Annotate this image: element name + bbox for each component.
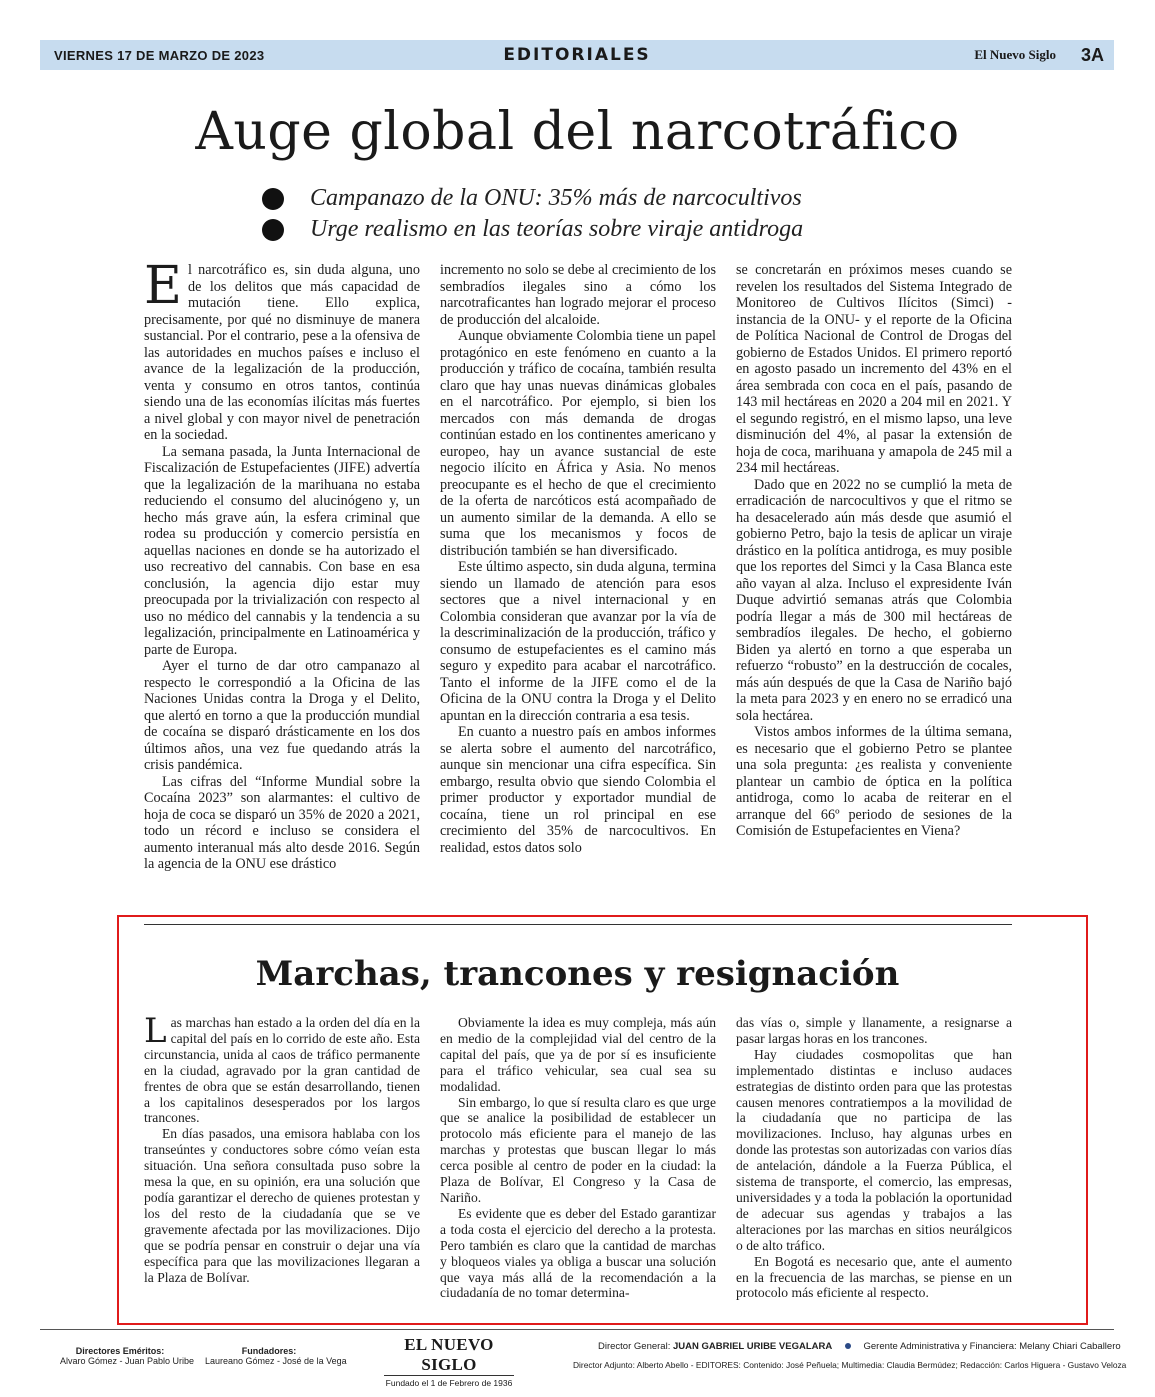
bullet-icon [262, 188, 284, 210]
editorial2-column-2 [440, 1015, 716, 1301]
director-general-label: Director General: [598, 1341, 671, 1352]
paragraph: El narcotráfico es, sin duda alguna, uno de los delitos que más capacidad de mutación tiene. Ello explica, precisamente, por qué no disminuye de manera sustancial. Por el contrario, pese a la ofensiva de las autoridades en muchos países e incluso el avance de la legalización de la producción, venta y consumo en otros tantos, continúa siendo una de las economías ilícitas más fuertes a nivel global y con mayor nivel de penetración en la sociedad. [144, 256, 420, 443]
editorial-subtitles [262, 183, 962, 245]
dropcap: L [144, 1011, 167, 1051]
logo-text: EL NUEVO SIGLO [384, 1335, 514, 1376]
footer-divider [40, 1329, 1114, 1330]
director-general-name: JUAN GABRIEL URIBE VEGALARA [672, 1341, 833, 1352]
paragraph: La semana pasada, la Junta Internacional de Fiscalización de Estupefacientes (JIFE) advertía que la legalización de la marihuana no estaba reduciendo el consumo del alucinógeno y, un hecho más grave aún, la esfera criminal que rodea su producción y comercio persistía en aquellas naciones en donde se ha autorizado el uso recreativo del cannabis. Con base en esa conclusión, la agencia dijo estar muy preocupada por la trivialización con respecto al uso no médico del cannabis y la tendencia a su legalización, principalmente en Latinoamérica y parte de Europa. [144, 443, 420, 658]
manager-label: Gerente Administrativa y Financiera: [863, 1341, 1017, 1352]
paragraph: Ayer el turno de dar otro campanazo al respecto le correspondió a la Oficina de las Naciones Unidas contra la Droga y el Delito, que alertó en torno a que la producción mundial de cocaína se disparó drásticamente en los dos últimos años, una vez fue quedando atrás la crisis pandémica. [144, 658, 420, 773]
editorial-title: Marchas, trancones y resignación [255, 954, 900, 994]
section-title: EDITORIALES [503, 45, 651, 65]
paragraph: incremento no solo se debe al crecimiento de los sembradíos ilegales sino a cómo los narcotraficantes han logrado mejorar el proceso de producción del alcaloide. [440, 262, 716, 328]
subtitle-text: Urge realismo en las teorías sobre viraje antidroga [310, 216, 804, 242]
subtitle-line [262, 214, 962, 245]
separator-dot [845, 1343, 851, 1349]
subtitle-line [262, 183, 962, 214]
editorial2-column-3 [736, 1015, 1012, 1301]
subtitle-text: Campanazo de la ONU: 35% más de narcocultivos [310, 185, 802, 211]
staff-line: Director Adjunto: Alberto Abello - EDITORES: Contenido: José Peñuela; Multimedia: Claudia Bermúdez; Redacción: Carlos Higuera - Gustavo Veloza [573, 1360, 1127, 1370]
page-number: 3A [1080, 44, 1104, 65]
masthead-logo [384, 1335, 514, 1388]
director-general-line [598, 1341, 1121, 1352]
editorial-title: Auge global del narcotráfico [195, 102, 960, 162]
emeritus-directors [60, 1346, 195, 1366]
paragraph: Obviamente la idea es muy compleja, más aún en medio de la complejidad vial del centro de la capital del país, que ya de por sí es insuficiente para el tráfico vehicular, sea cual sea su modalidad. [440, 1015, 716, 1094]
paper-name: El Nuevo Siglo [974, 47, 1056, 62]
editorial1-column-2 [440, 262, 716, 856]
paragraph: Aunque obviamente Colombia tiene un papel protagónico en este fenómeno en cuanto a la producción y tráfico de cocaína, también resulta claro que hay unas nuevas dinámicas globales en el narcotráfico. Por ejemplo, si bien los mercados con más demanda de drogas continúan estado en los continentes americano y europeo, hay un avance sustancial de este negocio ilícito en África y Asia. No menos preocupante es el hecho de que el crecimiento de la oferta de narcóticos está acompañado de un aumento similar de la demanda. A ello se suma que los mecanismos y focos de distribución también se han diversificado. [440, 328, 716, 559]
paragraph: Es evidente que es deber del Estado garantizar a toda costa el ejercicio del derecho a la protesta. Pero también es claro que la cantidad de marchas y bloqueos viales ya obliga a buscar una solución que vaya más allá de la recomendación a la ciudadanía de no tomar determina- [440, 1205, 716, 1301]
founders-label: Fundadores: [241, 1346, 297, 1356]
emeritus-directors-label: Directores Eméritos: [75, 1346, 165, 1356]
paragraph: Hay ciudades cosmopolitas que han implementado distintas e incluso audaces estrategias de distinto orden para que las protestas causen menores contratiempos a la movilidad de la ciudadanía que no participa de las movilizaciones. Incluso, hay algunas urbes en donde las protestas son autorizadas con varios días de antelación, dándole a la Fuerza Pública, el sistema de transporte, el comercio, las empresas, universidades y a toda la población la oportunidad de adecuar sus agendas y trabajos a las alteraciones por las marchas en sitios neurálgicos o de alto tráfico. [736, 1046, 1012, 1253]
page-header [40, 40, 1114, 70]
editorial1-column-3 [736, 262, 1012, 840]
paragraph: Las cifras del “Informe Mundial sobre la Cocaína 2023” son alarmantes: el cultivo de hoja de coca se disparó un 35% de 2020 a 2021, todo un récord e incluso se considera el aumento interanual más alto desde 2016. Según la agencia de la ONU ese drástico [144, 773, 420, 872]
bullet-icon [262, 219, 284, 241]
paragraph: En días pasados, una emisora hablaba con los transeúntes y conductores sobre cómo veían esta situación. Una señora consultada puso sobre la mesa la que, en su opinión, era una solución que podía garantizar el derecho de quienes protestan y los del resto de la ciudadanía que se ve gravemente afectada por las movilizaciones. Dijo que se podría pensar en construir o dejar una vía específica para que las movilizaciones llegaran a la Plaza de Bolívar. [144, 1126, 420, 1285]
paragraph: Dado que en 2022 no se cumplió la meta de erradicación de narcocultivos y que el ritmo se ha desacelerado aún más desde que asumió el gobierno Petro, bajo la tesis de aplicar un viraje drástico en la política antidroga, es muy posible que los reportes del Simci y la Casa Blanca este año vayan al alza. Incluso el expresidente Iván Duque advirtió semanas atrás que Colombia podría llegar a más de 300 mil hectáreas de sembradíos ilegales. De hecho, el gobierno Biden ya alertó en torno a que esperaba un refuerzo “robusto” en la destrucción de cocales, más aún después de que la Casa de Nariño bajó la meta para 2023 y en enero no se erradicó una sola hectárea. [736, 476, 1012, 724]
editorial1-column-1 [144, 256, 420, 873]
founders-names: Laureano Gómez - José de la Vega [205, 1356, 347, 1366]
paragraph: se concretarán en próximos meses cuando se revelen los resultados del Sistema Integrado de Monitoreo de Cultivos Ilícitos (Simci) -instancia de la ONU- y el reporte de la Oficina de Política Nacional de Control de Drogas del gobierno de Estados Unidos. El primero reportó en agosto pasado un incremento del 43% en el área sembrada con coca en el país, pasando de 143 mil hectáreas en 2020 a 204 mil en 2021. Y el segundo registró, en el mismo lapso, una leve disminución del 4%, al pasar la extensión de hoja de coca, marihuana y amapola de 245 mil a 234 mil hectáreas. [736, 262, 1012, 476]
emeritus-directors-names: Alvaro Gómez - Juan Pablo Uribe [60, 1356, 195, 1366]
paragraph: das vías o, simple y llanamente, a resignarse a pasar largas horas en los trancones. [736, 1015, 1012, 1046]
founded-date: Fundado el 1 de Febrero de 1936 [385, 1378, 513, 1388]
editorial2-column-1 [144, 1011, 420, 1285]
dropcap: E [144, 256, 182, 316]
issue-date: VIERNES 17 DE MARZO DE 2023 [54, 47, 265, 63]
paragraph: Sin embargo, lo que sí resulta claro es que urge que se analice la posibilidad de establecer un protocolo más eficiente para el manejo de las marchas y protestas que buscan llegar lo más cerca posible al centro de poder en la ciudad: la Plaza de Bolívar, El Congreso y la Casa de Nariño. [440, 1094, 716, 1205]
founders [205, 1346, 347, 1366]
paragraph: En cuanto a nuestro país en ambos informes se alerta sobre el aumento del narcotráfico, aunque sin mencionar una cifra específica. Sin embargo, resulta obvio que siendo Colombia el primer productor y exportador mundial de cocaína, tiene un rol principal en ese crecimiento del 35% de narcocultivos. En realidad, estos datos solo [440, 724, 716, 856]
manager-name: Melany Chiari Caballero [1019, 1341, 1121, 1352]
paragraph: Este último aspecto, sin duda alguna, termina siendo un llamado de atención para esos sectores que a nivel internacional y en Colombia consideran que avanzar por la vía de la descriminalización de la producción, tráfico y consumo de estupefacientes es el camino más seguro y expedito para acabar el narcotráfico. Tanto el informe de la JIFE como el de la Oficina de la ONU contra la Droga y el Delito apuntan en la dirección contraria a esa tesis. [440, 559, 716, 724]
paragraph: En Bogotá es necesario que, ante el aumento en la frecuencia de las marchas, se piense en un protocolo más eficiente al respecto. [736, 1253, 1012, 1301]
paragraph: Vistos ambos informes de la última semana, es necesario que el gobierno Petro se plantee una sola pregunta: ¿es realista y conveniente plantear un cambio de óptica en la política antidroga, como lo acaba de reiterar en el arranque del 66º periodo de sesiones de la Comisión de Estupefacientes en Viena? [736, 724, 1012, 839]
section-divider [144, 924, 1012, 925]
paragraph: Las marchas han estado a la orden del día en la capital del país en lo corrido de este año. Esta circunstancia, unida al caos de tráfico permanente en la ciudad, agravado por la gran cantidad de frentes de obra que se están desarrollando, tienen a los capitalinos desesperados por los largos trancones. [144, 1011, 420, 1126]
